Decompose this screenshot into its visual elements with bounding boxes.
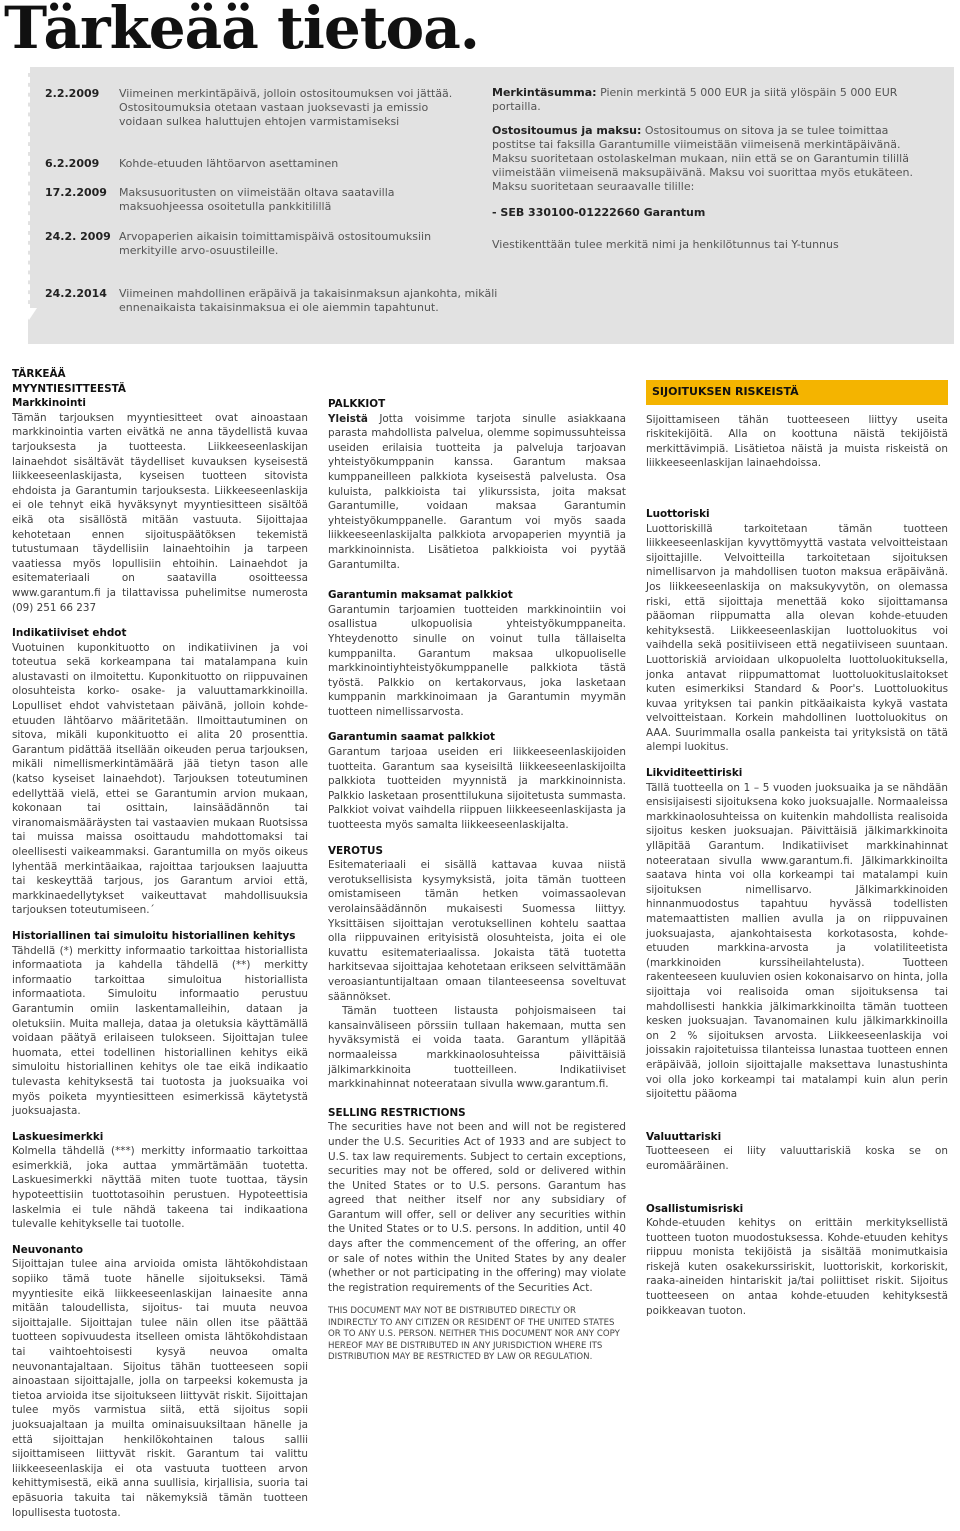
timeline-date: 24.2. 2009 (45, 230, 111, 243)
subheading-participation-risk: Osallistumisriski (646, 1202, 744, 1215)
bank-account: - SEB 330100-01222660 Garantum (492, 206, 706, 219)
subheading-example: Laskuesimerkki (12, 1130, 104, 1143)
section-heading: TÄRKEÄÄ (12, 368, 66, 380)
commitment-text: Ostositoumus on sitova ja se tulee toimittaa postitse tai faksilla Garantumille viimeistään viimeisenä merkintäpäivänä. Maksu suoritetaan ostolaskelman mukaan, niin että se on Garantumin tilillä viimeistään viimeisenä maksupäivänä. Maksu voi suorittaa myös etukäteen. Maksu suoritetaan seuraavalle tilille: (492, 124, 913, 193)
timeline-text: Viimeinen merkintäpäivä, jolloin ostositoumuksen voi jättää. Ostositoumuksia otetaan vastaan juoksevasti ja emissio voidaan sulkea haluttujen ehtojen varmistamiseksi (119, 87, 453, 128)
timeline-line (28, 67, 30, 310)
fees-lead: Yleistä (328, 412, 368, 425)
subheading-indicative-terms: Indikatiiviset ehdot (12, 627, 127, 640)
timeline-text: Arvopaperien aikaisin toimittamispäivä ostositoumuksiin merkityille arvo-osuustileille. (119, 230, 432, 257)
liquidity-risk-text: Tällä tuotteella on 1 – 5 vuoden juoksuaika ja se nähdään ensisijaisesti sijoituksena koko juoksuajalle. Normaaleissa markkinaolosuhteissa on kuitenkin mahdollista realisoida sijoitus kesken juoksuajan. Päivittäisiä jälkimarkkinoita ylläpitää Garantum. Indikatiiviset markkinahinnat noteerataan sivulla www.garantum.fi. Jälkimarkkinoilta saatava hinta voi olla korkeampi tai matalampi kuin sijoituksen nimellisarvo. Jälkimarkkinoiden hinnanmuodostus tapahtuu hyvässä todellisten matemaattisten mallien avulla ja on riippuvainen juoksuajasta, ajankohtaisesta korkotasosta, kohde-etuuden markkina-arvosta ja volatiliteetista (markkinoiden kurssiheilahtelusta). Tuotteen rakenteeseen kuuluvien osien kokonaisarvo on hinta, jolla sijoittaja voi realisoida oman sijoituksensa tai mahdollisesti hankkia jälkimarkkinoilta tämän tuotteen kesken juoksuajan. Tavanomainen kulu jälkimarkkinoilla on 2 % sijoituksen arvosta. Liikkeeseenlaskija voi joissakin rajoitetuissa tilanteissa lunastaa tuotteen ennen eräpäivää, jolloin sijoittajalle maksettava lunastushinta voi olla joko korkeampi tai matalampi kuin alun perin sijoitettu pääoma (646, 781, 948, 1101)
column-risks (646, 380, 948, 1329)
timeline-date: 17.2.2009 (45, 186, 107, 199)
section-heading-restrictions: SELLING RESTRICTIONS (328, 1106, 466, 1119)
subscription-info (492, 86, 932, 262)
subheading-marketing: Markkinointi (12, 397, 86, 410)
currency-risk-text: Tuotteeseen ei liity valuuttariskiä koska se on euromääräinen. (646, 1145, 948, 1172)
subheading-advice: Neuvonanto (12, 1243, 83, 1256)
subscription-amount-label: Merkintäsumma: (492, 86, 597, 99)
timeline-date: 24.2.2014 (45, 287, 107, 300)
subscription-amount-text: Pienin merkintä 5 000 EUR ja siitä ylöspäin 5 000 EUR portailla. (492, 86, 898, 113)
page-title: Tärkeää tietoa. (4, 0, 479, 62)
column-important-info (12, 367, 308, 1531)
distribution-disclaimer: THIS DOCUMENT MAY NOT BE DISTRIBUTED DIRECTLY OR INDIRECTLY TO ANY CITIZEN OR RESIDENT OF THE UNITED STATES OR TO ANY U.S. PERSON. NEITHER THIS DOCUMENT NOR ANY COPY HEREOF MAY BE DISTRIBUTED IN ANY JURISDICTION WHERE ITS DISTRIBUTION MAY BE RESTRICTED BY LAW OR REGULATION. (328, 1306, 620, 1363)
risks-heading: SIJOITUKSEN RISKEISTÄ (646, 380, 948, 405)
received-fees-text: Garantum tarjoaa useiden eri liikkeeseenlaskijoiden tuotteita. Garantum saa kyseisiltä liikkeeseenlaskijoilta palkkiota tuotteiden myynnistä ja markkinoinnista. Palkkio lasketaan prosenttilukuna sijoitetusta summasta. Palkkiot voivat vaihdella riippuen liikkeeseenlaskijasta ja tuotteesta myös samalta liikkeeseenlaskijalta. (328, 746, 626, 832)
commitment-label: Ostositoumus ja maksu: (492, 124, 642, 137)
tax-text: Esitemateriaali ei sisällä kattavaa kuvaa niistä verotuksellisista kysymyksistä, joita tämän tuotteen omistamiseen tämän hetken voimassaolevan verolainsäädännön mukaisesti Suomessa liittyy. Yksittäisen sijoittajan verotuksellinen kohtelu saattaa olla riippuvainen erityisistä olosuhteista, joita ei ole kuvattu esitemateriaalissa. Jokaista tätä tuotetta harkitsevaa sijoittajaa kehotetaan erikseen selvittämään veroasiantuntijaltaan omaan tilanteeseensa soveltuvat säännökset. (328, 859, 626, 1003)
message-field-note: Viestikenttään tulee merkitä nimi ja henkilötunnus tai Y-tunnus (492, 238, 839, 251)
risks-intro: Sijoittamiseen tähän tuotteeseen liittyy useita riskitekijöitä. Alla on koottuna näistä tekijöistä merkittävimpiä. Lisätietoa näistä ja muista riskeistä on liikkeeseenlaskijan lainaehdoissa. (646, 413, 948, 470)
subheading-liquidity-risk: Likviditeettiriski (646, 767, 743, 780)
subheading-credit-risk: Luottoriski (646, 507, 710, 520)
restrictions-text: The securities have not been and will not be registered under the U.S. Securities Act of 1933 and are subject to U.S. tax law requirements. Subject to certain exceptions, securities may not be offered, sold or delivered within the United States or to U.S. persons. Garantum has agreed that neither itself nor any subsidiary of Garantum will offer, sell or deliver any securities within the United States or to U.S. persons. In addition, until 40 days after the commencement of the offering, an offer or sale of notes within the United States by any dealer (whether or not participating in the offering) may violate the registration requirements of the Securities Act. (328, 1121, 626, 1294)
timeline-arrow-icon (21, 308, 37, 320)
example-text: Kolmella tähdellä (***) merkitty informaatio tarkoittaa esimerkkiä, joka auttaa ymmärtämään tuotetta. Laskuesimerkki näyttää miten tuote tuottaa, täysin hypoteettisiin tuottotasoihin perustuen. Hypoteettisia laskelmia ei tule nähdä takeena tai indikaationa tulevalle kehitykselle tai tuotolle. (12, 1145, 308, 1231)
historical-text: Tähdellä (*) merkitty informaatio tarkoittaa historiallista informaatiota ja kahdella tähdellä (**) merkitty informaatio tarkoittaa simuloitua historiallista informaatiota. Simuloitu informaatio perustuu Garantumin omiin laskentamalleihin, dataan ja oletuksiin. Muita malleja, dataa ja oletuksia käyttämällä voidaan päätyä erilaiseen tulokseen. Sijoittajan tulee huomata, ettei todellinen historiallinen kehitys eikä simuloitu historiallinen kehitys ole tae eikä indikaatio tulevasta kehityksestä tai tuotosta ja juoksuaika voi myös poiketa myyntiesitteen esimerkissä käytetystä juoksuajasta. (12, 944, 308, 1118)
timeline-date: 2.2.2009 (45, 87, 100, 100)
timeline-text: Kohde-etuuden lähtöarvon asettaminen (119, 157, 339, 170)
subheading-paid-fees: Garantumin maksamat palkkiot (328, 589, 513, 602)
marketing-text: Tämän tarjouksen myyntiesitteet ovat ainoastaan markkinointia varten eivätkä ne anna täydellistä kuvaa tarjouksesta ja tuotteesta. Liikkeeseenlaskijan lainaehdot sisältävät täydelliset kuvauksen kyseisestä liikkeeseenlaskijasta, kyseisen tuotteen sitovista ehdoista ja Garantumin tarjouksesta. Liikkeeseenlaskija ei ole tehnyt eikä hyväksynyt myyntiesitteen sisältöä eikä ota sisällöstä mitään vastuuta. Sijoittajaa kehotetaan ennen sijoituspäätöksen tekemistä tutustumaan täydellisiin lainaehtoihin ja tarpeen vaatiessa myös lopullisiin ehtoihin. Lainaehdot ja esitemateriaali on saatavilla osoitteessa www.garantum.fi ja tilattavissa puhelimitse numerosta (09) 251 66 237 (12, 411, 308, 614)
credit-risk-text: Luottoriskillä tarkoitetaan tämän tuotteen liikkeeseenlaskijan kyvyttömyyttä vastata velvoitteistaan sijoittajille. Velvoitteilla tarkoitetaan sijoituksen nimellisarvon ja mahdollisen tuoton maksua eräpäivänä. Jos liikkeeseenlaskija on maksukyvytön, on olemassa riski, että sijoittaja menettää koko sijoittamansa pääoman riippumatta alla olevan kohde-etuuden kehityksestä. Liikkeeseenlaskijan luottoluokitus voi vaihdella sekä positiiviseen että negatiiviseen suuntaan. Luottoriskiä arvioidaan ulkopuolelta luottoluokituksella, jonka antavat riippumattomat luottoluokituslaitokset kuten esimerkiksi Standard & Poor's. Luottoluokitus kuvaa yrityksen tai pankin pitkäaikaista kykyä vastata velvoitteistaan. Korkein mahdollinen luottoluokitus on AAA. Suurimmalla osalla pankeista tai yrityksistä on tätä alempi luokitus. (646, 522, 948, 754)
subheading-received-fees: Garantumin saamat palkkiot (328, 731, 495, 744)
paid-fees-text: Garantumin tarjoamien tuotteiden markkinointiin voi osallistua ulkopuolisia yhteistyökumppaneita. Yhteydenotto sinulle on voinut tulla tällaiselta kumppanilta. Garantum maksaa ulkopuoliselle markkinointiyhteistyökumppanelle palkkiota tästä työstä. Palkkio on kertakorvaus, joka lasketaan kumppanin markkinoimaan ja Garantumin myymän tuotteen nimellissarvosta. (328, 603, 626, 718)
timeline-text: Maksusuoritusten on viimeistään oltava saatavilla maksuohjeessa osoitetulla pankkitilillä (119, 186, 395, 213)
section-heading-fees: PALKKIOT (328, 398, 386, 410)
advice-text: Sijoittajan tulee aina arvioida omista lähtökohdistaan sopiiko tämä tuote hänelle sijoitukseksi. Tämä myyntiesite eikä liikkeeseenlaskijan lainaesite anna mitään taloudellista, sijoitus- tai muuta neuvoa sijoittajalle. Sijoittajan tulee näin ollen itse päättää tuotteen sopivuudesta itselleen omista lähtökohdistaan tai vaihtoehtoisesti kysyä neuvoa omalta neuvonantajaltaan. Sijoitus tähän tuotteeseen sopii ainoastaan sijoittajalle, jolla on tarpeeksi kokemusta ja tietoa arvioida itse sijoitukseen liittyvät riskit. Sijoittajan tulee myös varmistua siitä, että sijoitus sopii juoksuajaltaan ja muilta ominaisuuksiltaan hänelle ja että sijoittajan henkilökohtainen talous sallii sijoittamiseen liittyvät riskit. Garantum tai valittu liikkeeseenlaskija ei ota vastuuta tuotteen arvon kehittymisestä, eikä anna suullisia, kirjallisia, suoria tai epäsuoria takuita tai näkemyksiä tämän tuotteen lopullisesta tuotosta. (12, 1258, 308, 1519)
indicative-terms-text: Vuotuinen kuponkituotto on indikatiivinen ja voi toteutua sekä korkeampana tai matalampana kuin alustavasti on ilmoitettu. Kuponkituotto on riippuvainen olosuhteista korko- osake- ja valuuttamarkkinoilla. Lopulliset ehdot vahvistetaan päivänä, jolloin kohde-etuuden lähtöarvo määritetään. Ilmoittautuminen on sitova, mikäli kuponkituotto ei alita 20 prosenttia. Garantum pidättää itsellään oikeuden perua tarjouksen, mikäli nimellismerkintämäärä jää tietyn tason alle (katso kyseiset lainaehdot). Tarjouksen toteutuminen edellyttää vielä, ettei se Garantumin arvion mukaan, kokonaan tai osittain, lainsäädännön tai viranomaismääräysten tai vastaavien mukaan Ruotsissa tai muissa maissa osoittaudu mahdottomaksi tai oleellisesti vaikeammaksi. Garantumilla on myös oikeus lyhentää merkintäaikaa, rajoittaa tarjouksen laajuutta tai keskeyttää tarjous, jos Garantum arvioi että, markkinaedellytykset vaikeuttavat mahdollisuuksia tarjouksen toteutumiseen.´ (12, 641, 308, 917)
section-heading: MYYNTIESITTEESTÄ (12, 382, 126, 395)
fees-text: Jotta voisimme tarjota sinulle asiakkaana parasta mahdollista palvelua, olemme sopimussuhteissa useiden erilaisia tuotteita ja palveluja tarjoavan yhteistyökumppanin kanssa. Garantum maksaa kumppaneilleen palkkiota kyseisestä palvelusta. Osa kuluista, palkkioista tai ylikurssista, joita maksat Garantumille, voidaan maksaa Garantumin yhteistyökumppanelle. Garantum voi myös saada liikkeeseenlaskijalta palkkiota arvopaperien myyntiä ja markkinoinnista. Lisätietoa palkkioista voi pyytää Garantumilta. (328, 412, 626, 571)
participation-risk-text: Kohde-etuuden kehitys on erittäin merkityksellistä tuotteen tuoton muodostuksessa. Kohde-etuuden kehitys riippuu monista tekijöistä ja sisältää monimutkaisia riskejä kuten osakekurssiriskit, luottoriskit, korkoriskit, raaka-aineiden hintariskit ja/tai poliittiset riskit. Sijoitus tuotteeseen on antaa kohde-etuuden kehityksestä poikkeavan tuoton. (646, 1217, 948, 1317)
column-fees-tax (328, 397, 626, 1375)
subheading-currency-risk: Valuuttariski (646, 1130, 722, 1143)
subheading-historical: Historiallinen tai simuloitu historiallinen kehitys (12, 929, 296, 942)
timeline-text: Viimeinen mahdollinen eräpäivä ja takaisinmaksun ajankohta, mikäli ennenaikaista takaisinmaksua ei ole aiemmin tapahtunut. (119, 287, 498, 314)
timeline-date: 6.2.2009 (45, 157, 100, 170)
listing-text: Tämän tuotteen listausta pohjoismaiseen tai kansainväliseen pörssiin tullaan hakemaan, mutta sen hyväksymistä ei voida taata. Garantum ylläpitää normaaleissa markkinaolosuhteissa päivittäisiä jälkimarkkinoita tuotteilleen. Indikatiiviset markkinahinnat noteerataan sivulla www.garantum.fi. (328, 1005, 626, 1091)
section-heading-tax: VEROTUS (328, 844, 383, 857)
